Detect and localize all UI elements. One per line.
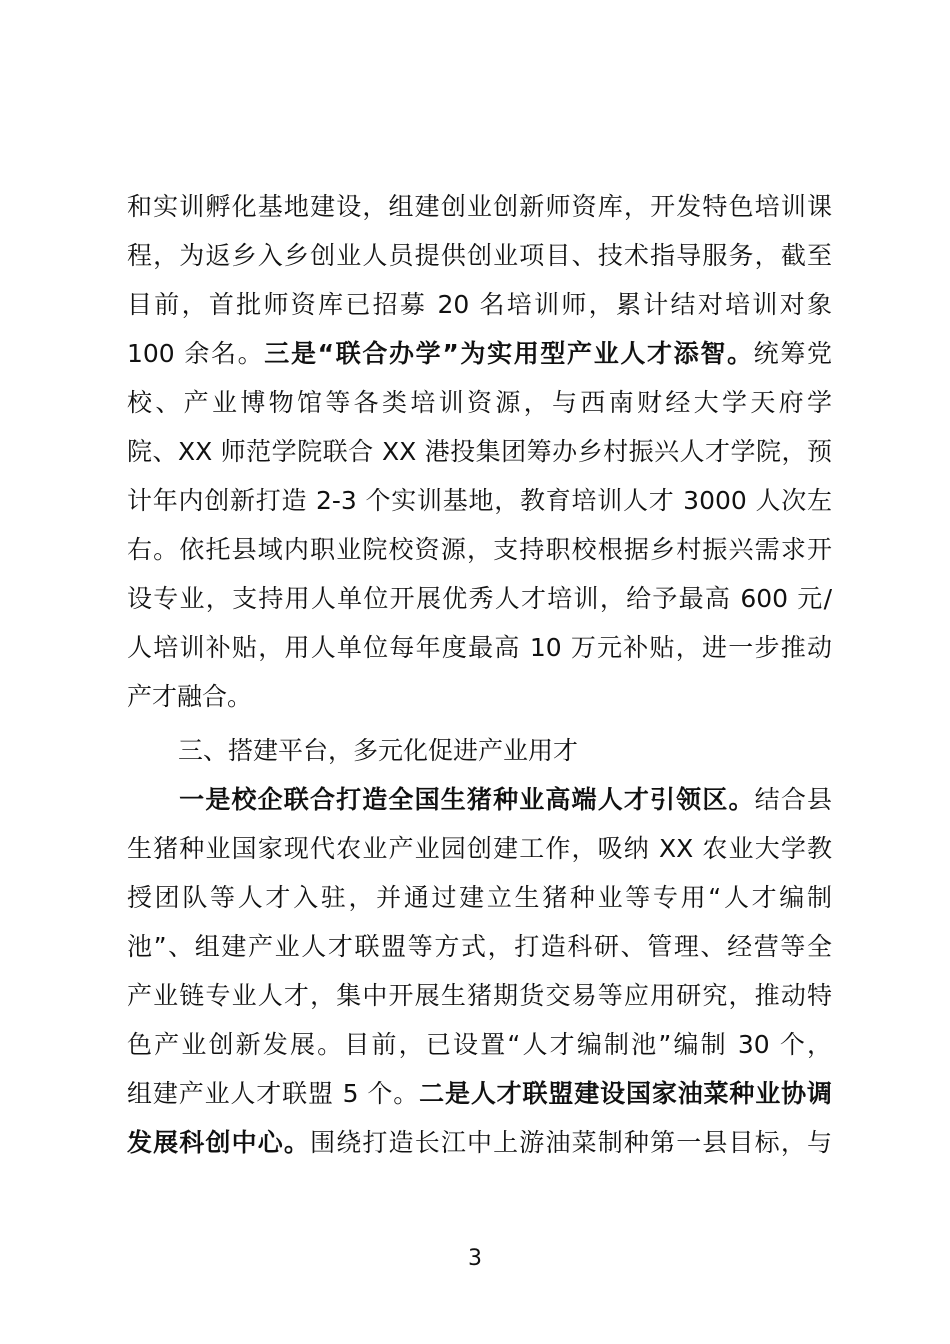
line-text: 目前，首批师资库已招募 20 名培训师，累计结对培训对象 (127, 290, 832, 319)
text-line (127, 623, 832, 673)
text-line (127, 775, 832, 825)
text-line (127, 280, 832, 330)
text-line (127, 873, 832, 923)
line-text: 院、XX 师范学院联合 XX 港投集团筹办乡村振兴人才学院，预 (127, 437, 832, 466)
text-line (127, 329, 832, 379)
line-text: 校、产业博物馆等各类培训资源，与西南财经大学天府学 (127, 388, 832, 417)
line-text: 计年内创新打造 2-3 个实训基地，教育培训人才 3000 人次左 (127, 486, 832, 515)
text-line (127, 1118, 832, 1168)
text-line (127, 971, 832, 1021)
text-line (127, 427, 832, 477)
line-text: 池”、组建产业人才联盟等方式，打造科研、管理、经营等全 (127, 932, 832, 961)
text-line (127, 1020, 832, 1070)
text-line (127, 231, 832, 281)
text-line (127, 672, 832, 722)
line-text: 色产业创新发展。目前，已设置“人才编制池”编制 30 个， (127, 1030, 832, 1059)
section-heading (178, 726, 832, 776)
line-text: 生猪种业国家现代农业产业园创建工作，吸纳 XX 农业大学教 (127, 834, 832, 863)
text-line (127, 1069, 832, 1119)
line-text: 统筹党 (753, 339, 832, 368)
line-text: 产业链专业人才，集中开展生猪期货交易等应用研究，推动特 (127, 981, 832, 1010)
line-text: 右。依托县域内职业院校资源，支持职校根据乡村振兴需求开 (127, 535, 832, 564)
line-text: 结合县 (754, 785, 832, 814)
line-text: 程，为返乡入乡创业人员提供创业项目、技术指导服务，截至 (127, 241, 832, 270)
section-heading-text: 三、搭建平台，多元化促进产业用才 (178, 736, 579, 765)
bold-lead-sentence: 三是“联合办学”为实用型产业人才添智。 (264, 339, 754, 368)
bold-lead-sentence: 发展科创中心。 (127, 1128, 311, 1157)
text-line (127, 824, 832, 874)
line-text: 围绕打造长江中上游油菜制种第一县目标，与 (310, 1128, 832, 1157)
bold-lead-sentence: 一是校企联合打造全国生猪种业高端人才引领区。 (178, 785, 755, 814)
line-text: 和实训孵化基地建设，组建创业创新师资库，开发特色培训课 (127, 192, 832, 221)
line-text: 设专业，支持用人单位开展优秀人才培训，给予最高 600 元/ (127, 584, 832, 613)
text-line (127, 476, 832, 526)
page-number: 3 (468, 1246, 482, 1271)
text-line (127, 182, 832, 232)
line-text: 人培训补贴，用人单位每年度最高 10 万元补贴，进一步推动 (127, 633, 832, 662)
text-line (127, 378, 832, 428)
line-text: 授团队等人才入驻，并通过建立生猪种业等专用“人才编制 (127, 883, 832, 912)
text-line (127, 922, 832, 972)
text-line (127, 525, 832, 575)
line-text: 100 余名。 (127, 339, 265, 368)
line-text: 组建产业人才联盟 5 个。 (127, 1079, 420, 1108)
line-text: 产才融合。 (127, 682, 253, 711)
text-line (127, 574, 832, 624)
bold-lead-sentence: 二是人才联盟建设国家油菜种业协调 (419, 1079, 832, 1108)
